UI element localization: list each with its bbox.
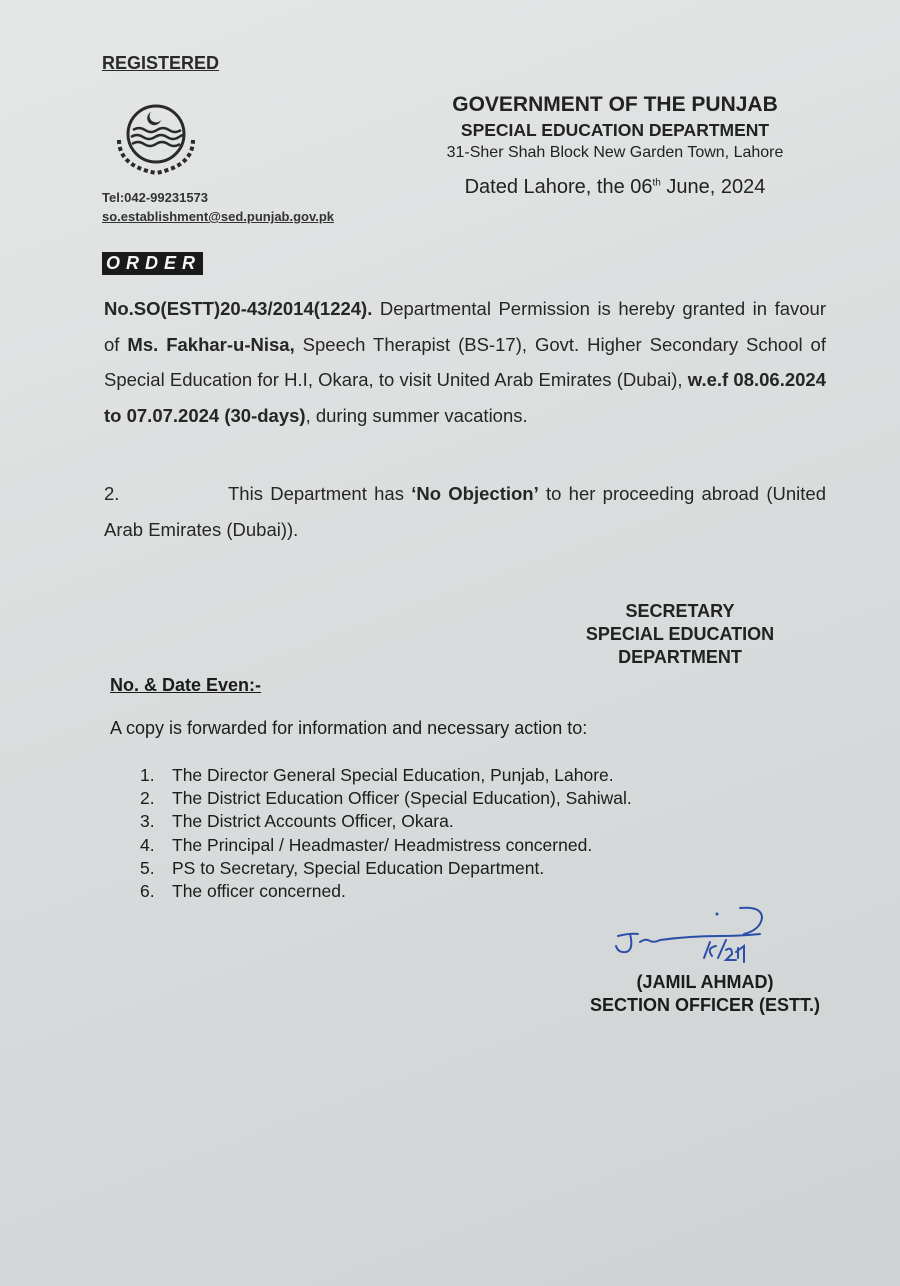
item-number: 5. bbox=[140, 857, 155, 878]
secretary-line: SPECIAL EDUCATION bbox=[585, 624, 775, 644]
item-number: 1. bbox=[140, 765, 155, 785]
text: to her proceeding abroad (United Arab Emirates (Dubai)). bbox=[104, 483, 826, 540]
handwritten-signature bbox=[600, 900, 800, 980]
department-title: SPECIAL EDUCATION DEPARTMENT bbox=[460, 120, 770, 140]
order-reference: No.SO(ESTT)20-43/2014(1224). bbox=[104, 298, 373, 319]
list-item bbox=[140, 857, 632, 880]
government-title: GOVERNMENT OF THE PUNJAB bbox=[452, 93, 778, 116]
no-date-even: No. & Date Even:- bbox=[110, 675, 262, 695]
item-text: PS to Secretary, Special Education Department. bbox=[172, 857, 545, 878]
leave-period: w.e.f 08.06.2024 to 07.07.2024 (30-days) bbox=[104, 369, 826, 426]
date-prefix: Dated Lahore, the 06 bbox=[464, 176, 653, 198]
item-text: The officer concerned. bbox=[172, 881, 346, 902]
text: Departmental Permission is hereby granted in favour of bbox=[104, 298, 826, 355]
signatory-block bbox=[540, 971, 870, 1017]
secretary-line: DEPARTMENT bbox=[618, 647, 742, 667]
secretary-block bbox=[560, 600, 800, 669]
date-suffix: June, 2024 bbox=[660, 176, 766, 198]
item-number: 2. bbox=[140, 788, 155, 809]
text: , during summer vacations. bbox=[305, 404, 528, 426]
employee-name: Ms. Fakhar-u-Nisa, bbox=[127, 333, 295, 355]
order-heading: ORDER bbox=[102, 252, 203, 275]
text: This Department has bbox=[228, 483, 412, 504]
item-number: 6. bbox=[140, 881, 155, 902]
email-link[interactable]: so.establishment@sed.punjab.gov.pk bbox=[102, 209, 335, 224]
item-number: 3. bbox=[140, 811, 155, 832]
registered-label: REGISTERED bbox=[102, 53, 220, 73]
item-text: The Director General Special Education, Punjab, Lahore. bbox=[172, 765, 614, 785]
list-item bbox=[140, 810, 632, 833]
address: 31-Sher Shah Block New Garden Town, Lahore bbox=[446, 144, 784, 161]
telephone: Tel:042-99231573 bbox=[102, 190, 209, 205]
signatory-name: (JAMIL AHMAD) bbox=[636, 972, 774, 992]
list-item bbox=[140, 834, 632, 857]
no-objection: ‘No Objection’ bbox=[411, 483, 539, 504]
order-paragraph-1 bbox=[104, 291, 826, 433]
copy-intro: A copy is forwarded for information and necessary action to: bbox=[110, 718, 588, 738]
item-text: The District Accounts Officer, Okara. bbox=[172, 811, 454, 832]
item-text: The District Education Officer (Special Education), Sahiwal. bbox=[172, 788, 632, 809]
signatory-title: SECTION OFFICER (ESTT.) bbox=[589, 995, 820, 1015]
order-paragraph-2 bbox=[104, 476, 826, 547]
item-number: 4. bbox=[140, 834, 155, 855]
secretary-line: SECRETARY bbox=[625, 601, 735, 621]
recipients-list bbox=[140, 764, 632, 903]
letterhead bbox=[410, 93, 820, 199]
text: Speech Therapist (BS-17), Govt. Higher Secondary School of Special Education for H.I, Okara, to visit United Arab Emirates (Dubai), bbox=[104, 333, 826, 390]
list-item bbox=[140, 880, 632, 903]
list-item bbox=[140, 787, 632, 810]
date-sup: th bbox=[652, 177, 661, 189]
date-line bbox=[410, 176, 820, 199]
item-text: The Principal / Headmaster/ Headmistress concerned. bbox=[172, 834, 593, 855]
paragraph-number: 2. bbox=[104, 483, 120, 504]
punjab-government-emblem-icon bbox=[105, 100, 207, 180]
list-item bbox=[140, 764, 632, 787]
